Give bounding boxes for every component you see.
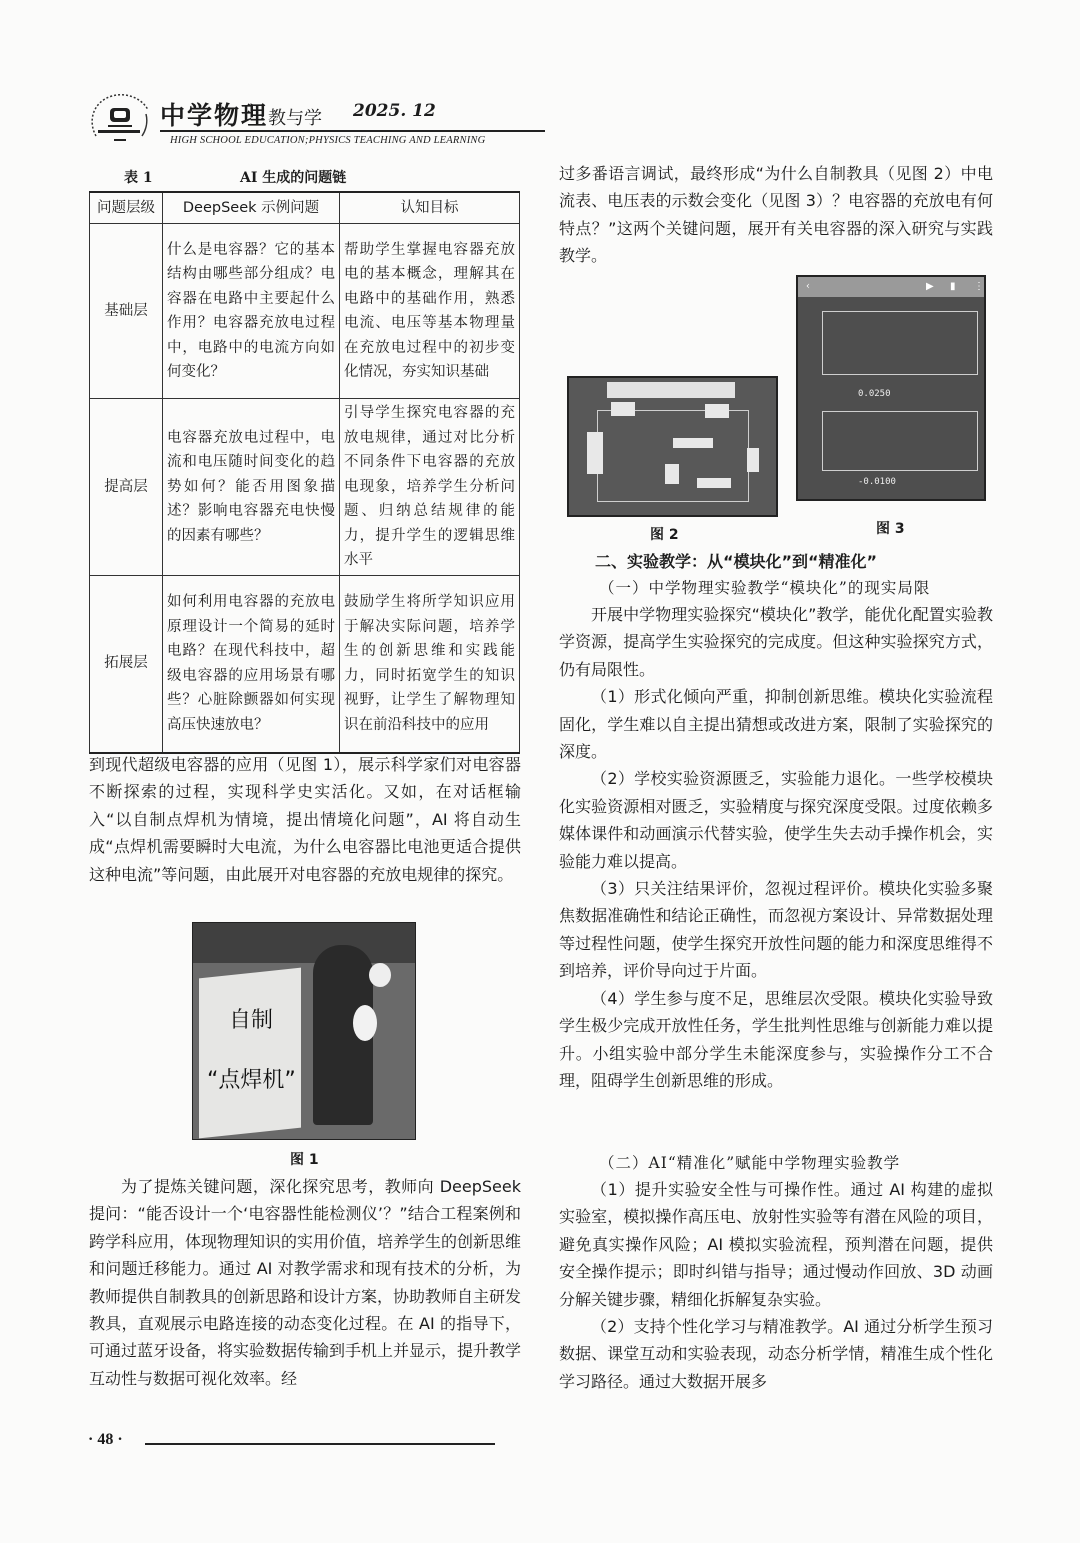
list-item: （1）提升实验安全性与可操作性。通过 AI 构建的虚拟实验室，模拟操作高压电、放射性实验等有潜在风险的项目，避免真实操作风险；AI 模拟实验流程，预判潜在问题，提供安全操作提示；即时纠错与指导；通过慢动作回放、3D 动画分解关键步骤，精细化拆解复杂实验。 — [559, 1180, 993, 1309]
figure-3-phone-screenshot — [796, 275, 986, 501]
photo-background — [193, 923, 415, 963]
cell-level: 基础层 — [90, 224, 163, 399]
table-title: AI 生成的问题链 — [240, 170, 347, 186]
board-label — [607, 382, 735, 398]
circuit-component — [587, 432, 603, 474]
trash-icon: ▮ — [950, 281, 956, 292]
circuit-component — [611, 402, 635, 416]
voltage-reading: -0.0100 — [858, 477, 896, 487]
table-row — [90, 399, 520, 576]
journal-title-suffix: 教与学 — [268, 108, 323, 129]
cell-goal: 引导学生探究电容器的充放电规律，通过对比分析不同条件下电容器的充放电现象，培养学生分析问题、归纳总结规律的能力，提升学生的逻辑思维水平 — [340, 399, 520, 576]
column-header-level: 问题层级 — [90, 192, 163, 224]
app-title-bar — [798, 277, 984, 297]
sign-text-line1: 自制 — [229, 1008, 274, 1033]
column-header-question: DeepSeek 示例问题 — [163, 192, 340, 224]
footer-rule — [145, 1443, 495, 1445]
sign-board — [199, 968, 301, 1139]
voltage-plot — [822, 411, 978, 471]
table-row — [90, 224, 520, 399]
list-item: （1）形式化倾向严重，抑制创新思维。模块化实验流程固化，学生难以自主提出猜想或改进方案，限制了实验探究的深度。 — [559, 687, 993, 762]
journal-title — [160, 96, 322, 132]
list-item: （2）学校实验资源匮乏，实验能力退化。一些学校模块化实验资源相对匮乏，实验精度与探究深度受限。过度依赖多媒体课件和动画演示代替实验，使学生失去动手操作机会，实验能力难以提高。 — [559, 769, 993, 871]
body-paragraph: 开展中学物理实验探究“模块化”教学，能优化配置实验教学资源，提高学生实验探究的完成度。但这种实验探究方式，仍有局限性。 — [559, 605, 993, 679]
question-chain-table — [89, 191, 520, 754]
list-item: （4）学生参与度不足，思维层次受限。模块化实验导致学生极少完成开放性任务，学生批判性思维与创新能力难以提升。小组实验中部分学生未能深度参与，实验操作分工不合理，阻碍学生创新思维的形成。 — [559, 988, 993, 1090]
cell-level: 提高层 — [90, 399, 163, 576]
cell-question: 什么是电容器？它的基本结构由哪些部分组成？电容器在电路中主要起什么作用？电容器充放电过程中，电路中的电流方向如何变化？ — [163, 224, 340, 399]
cell-question: 如何利用电容器的充放电原理设计一个简易的延时电路？在现代科技中，超级电容器的应用场景有哪些？心脏除颤器如何实现高压快速放电？ — [163, 575, 340, 753]
subsection-body — [559, 1176, 993, 1395]
subsection-body — [559, 601, 993, 1094]
table-header-row — [90, 192, 520, 224]
figure-3-caption: 图 3 — [876, 521, 905, 537]
circuit-component — [697, 478, 731, 488]
cell-question: 电容器充放电过程中，电流和电压随时间变化的趋势如何？能否用图象描述？影响电容器充电快慢的因素有哪些？ — [163, 399, 340, 576]
subsection-heading: （一）中学物理实验教学“模块化”的现实局限 — [599, 579, 931, 597]
figure-2-caption: 图 2 — [650, 527, 679, 543]
cell-goal: 帮助学生掌握电容器充放电的基本概念，理解其在电路中的基础作用，熟悉电流、电压等基本物理量在充放电过程中的初步变化情况，夯实知识基础 — [340, 224, 520, 399]
circuit-component — [665, 464, 679, 484]
section-heading: 二、实验教学：从“模块化”到“精准化” — [595, 552, 878, 571]
figure-1-caption: 图 1 — [290, 1152, 319, 1168]
header-rule — [160, 130, 545, 132]
list-item: （3）只关注结果评价，忽视过程评价。模块化实验多聚焦数据准确性和结论正确性，而忽视方案设计、异常数据处理等过程性问题，使学生探究开放性问题的能力和深度思维得不到培养，评价导向过于片面。 — [559, 879, 993, 981]
cell-goal: 鼓励学生将所学知识应用于解决实际问题，培养学生的创新思维和实践能力，同时拓宽学生的知识视野，让学生了解物理知识在前沿科技中的应用 — [340, 575, 520, 753]
journal-title-cn: 中学物理 — [160, 101, 269, 130]
page-number: · 48 · — [88, 1431, 123, 1448]
body-paragraph-text: 为了提炼关键问题，深化探究思考，教师向 DeepSeek 提问：“能否设计一个‘电容器性能检测仪’？”结合工程案例和跨学科应用，体现物理知识的实用价值，培养学生的创新思维和问题迁移能力。通过 AI 对教学需求和现有技术的分析，为教师提供自制教具的创新思路和设计方案，协助教师自主研发教具，直观展示电路连接的动态变化过程。在 AI 的指导下，可通过蓝牙设备，将实验数据传输到手机上并显示，提升教学互动性与数据可视化效率。经 — [89, 1177, 522, 1388]
current-plot — [822, 311, 978, 375]
circuit-component — [705, 404, 729, 418]
circuit-component — [747, 448, 759, 472]
figure-1-photo — [192, 922, 416, 1140]
body-paragraph: 过多番语言调试，最终形成“为什么自制教具（见图 2）中电流表、电压表的示数会变化（见图 3）？电容器的充放电有何特点？”这两个关键问题，展开有关电容器的深入研究与实践教学。 — [559, 164, 993, 266]
circuit-component — [673, 438, 713, 448]
figure-2-photo — [567, 376, 778, 517]
cell-level: 拓展层 — [90, 575, 163, 753]
body-paragraph: 到现代超级电容器的应用（见图 1），展示科学家们对电容器不断探索的过程，实现科学史实活化。又如，在对话框输入“以自制点焊机为情境，提出情境化问题”，AI 将自动生成“点焊机需要瞬时大电流，为什么电容器比电池更适合提供这种电流”等问题，由此展开对电容器的充放电规律的探究。 — [89, 755, 521, 884]
photo-highlight — [369, 963, 391, 987]
body-paragraph — [89, 1173, 521, 1392]
current-reading: 0.0250 — [858, 389, 891, 399]
circuit-wire — [597, 410, 749, 502]
play-icon: ▶ — [926, 281, 934, 292]
column-header-goal: 认知目标 — [340, 192, 520, 224]
photo-highlight — [353, 1005, 377, 1041]
more-vertical-icon: ⋮ — [974, 281, 984, 292]
journal-title-en: HIGH SCHOOL EDUCATION;PHYSICS TEACHING AND LEARNING — [170, 135, 486, 146]
sign-text-line2: “点焊机” — [207, 1068, 296, 1093]
list-item: （2）支持个性化学习与精准教学。AI 通过分析学生预习数据、课堂互动和实验表现，动态分析学情，精准生成个性化学习路径。通过大数据开展多 — [559, 1317, 993, 1391]
issue-number: 2025. 12 — [353, 101, 436, 121]
table-row — [90, 575, 520, 753]
journal-emblem-icon — [86, 92, 154, 148]
table-number: 表 1 — [124, 170, 153, 186]
back-arrow-icon: ‹ — [806, 281, 810, 292]
subsection-heading: （二）AI“精准化”赋能中学物理实验教学 — [599, 1154, 901, 1172]
